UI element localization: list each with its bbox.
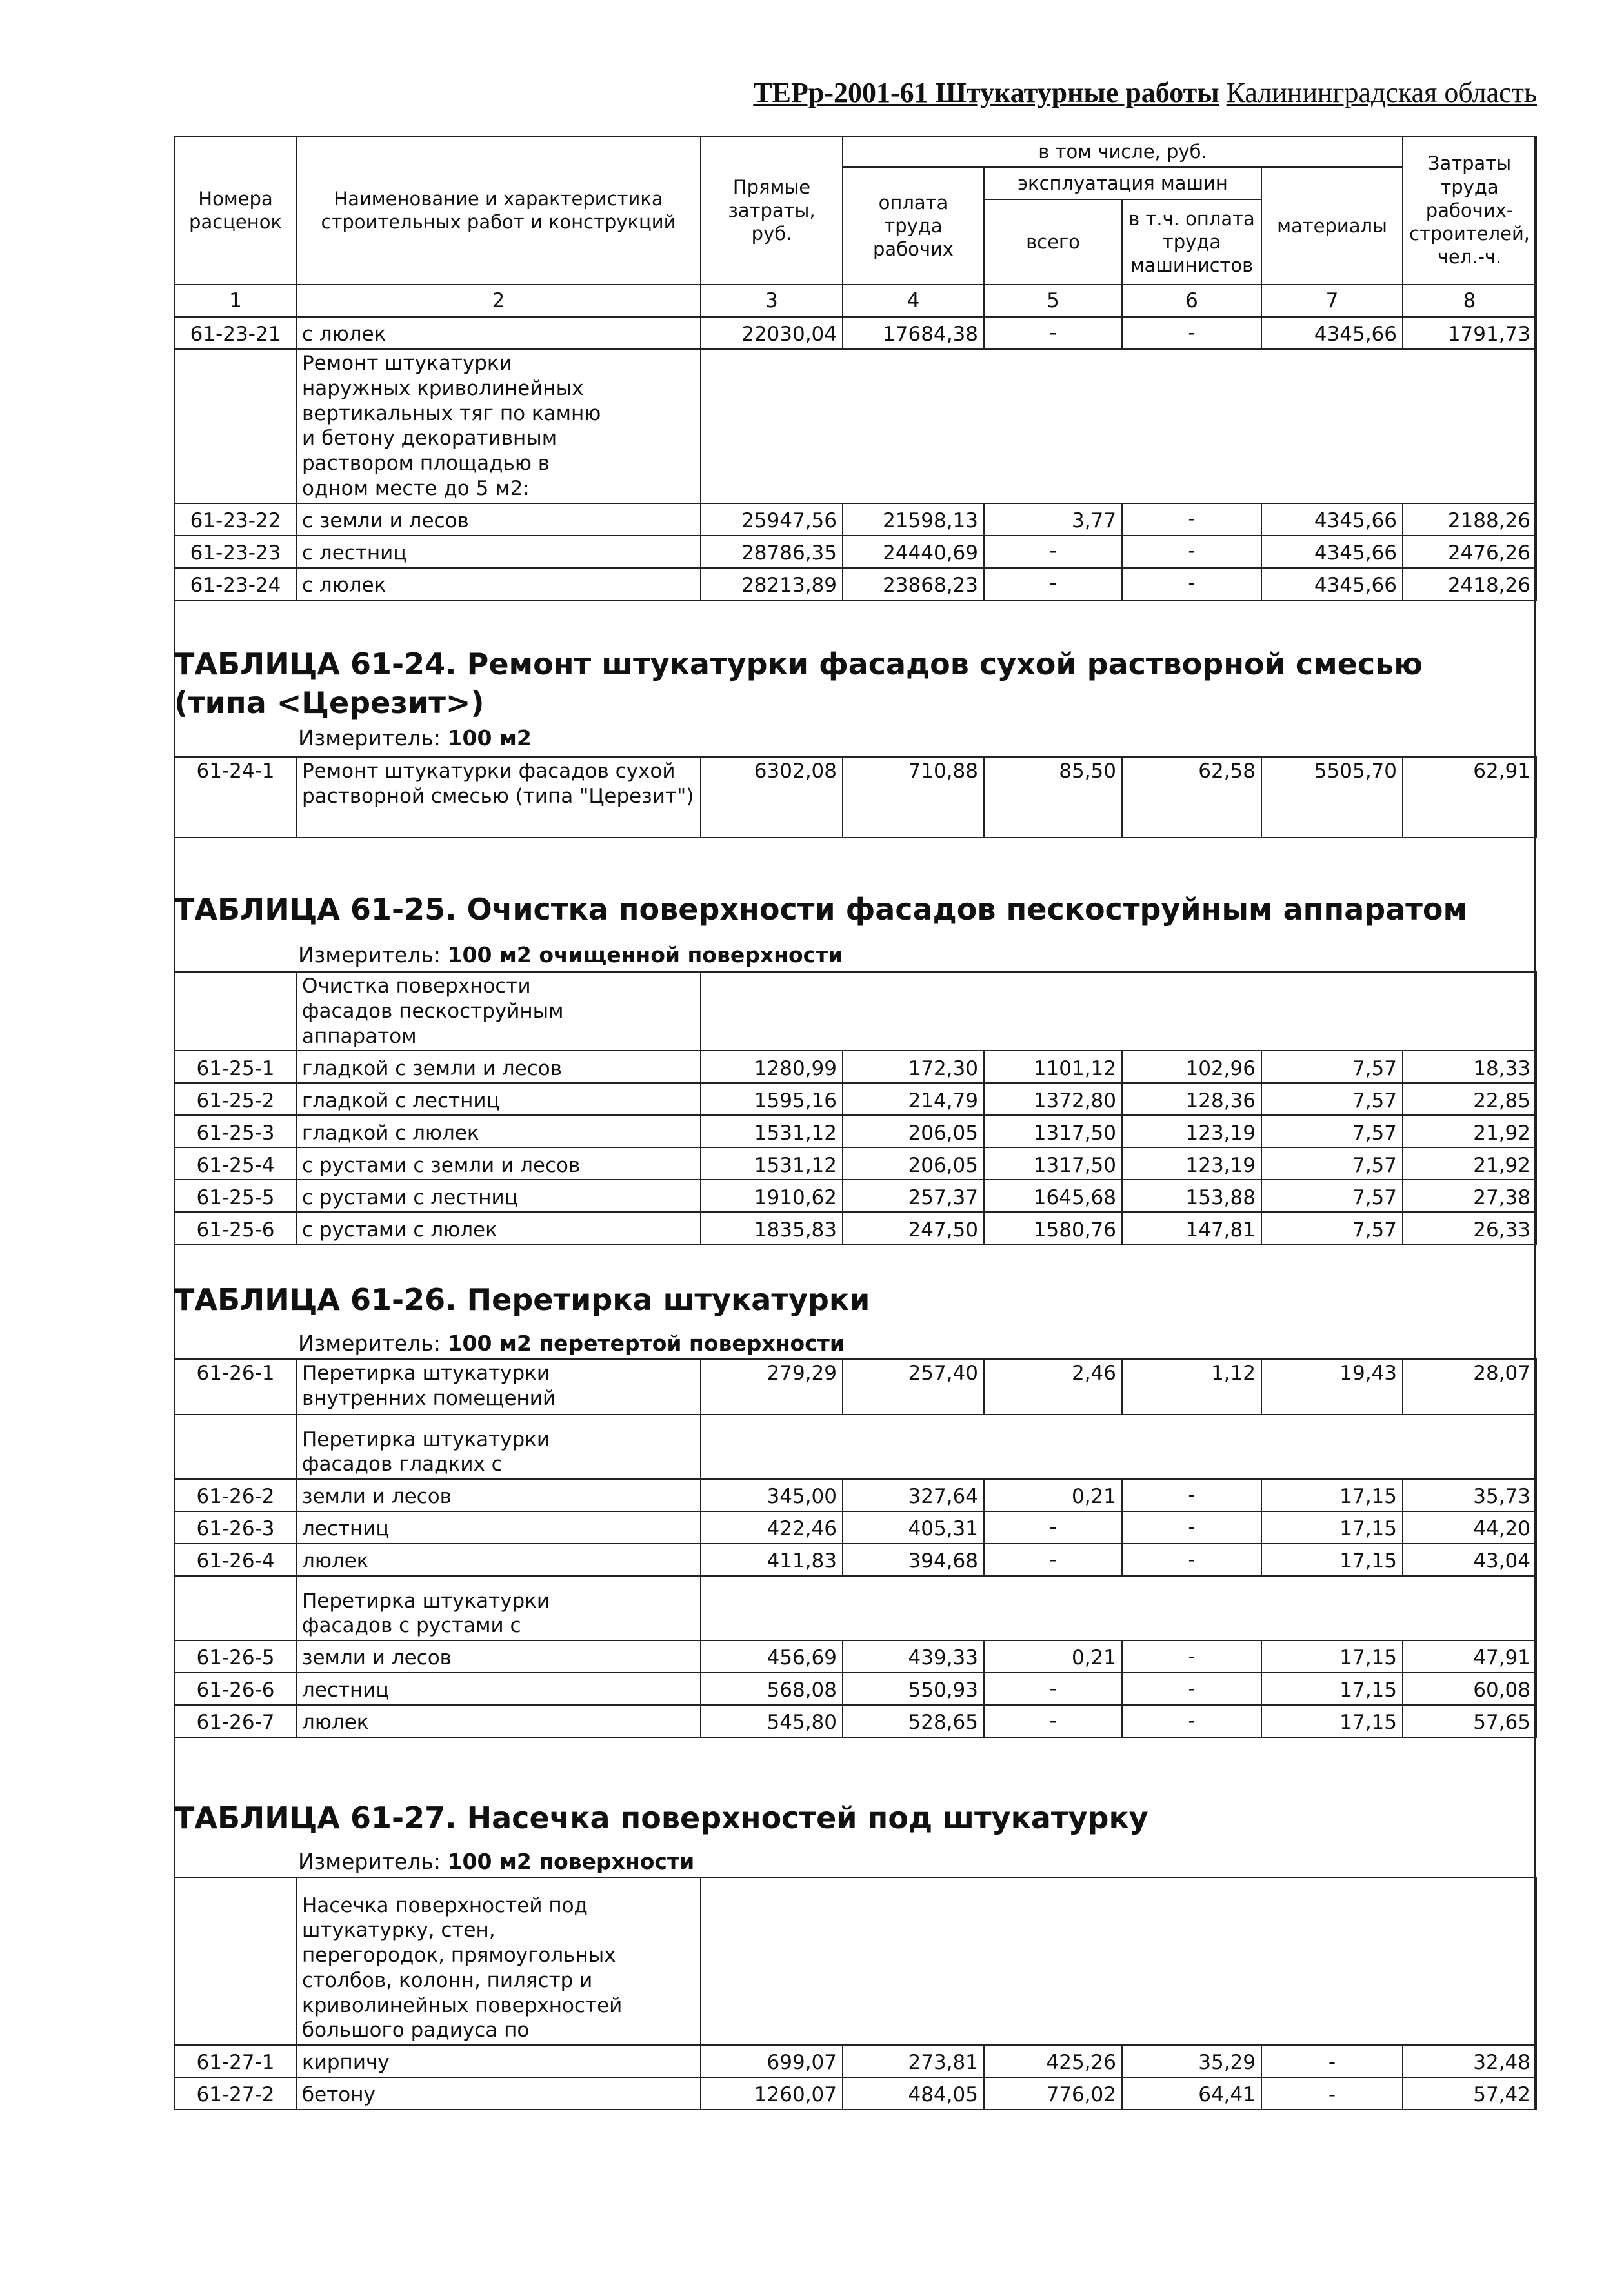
table-row (175, 536, 1536, 568)
rate-code: 61-26-5 (175, 1640, 296, 1673)
rate-code: 61-27-1 (175, 2045, 296, 2077)
work-name: лестниц (296, 1673, 701, 1705)
section-title-61-24: ТАБЛИЦА 61-24. Ремонт штукатурки фасадов сухой растворной смесью (типа <Церезит>) (174, 647, 1423, 720)
labor-hours: 60,08 (1403, 1673, 1536, 1705)
table-row (175, 1479, 1536, 1511)
unit-61-27 (298, 1849, 694, 1874)
labor-hours: 47,91 (1403, 1640, 1536, 1673)
labor-pay: 710,88 (843, 757, 984, 838)
rate-code: 61-25-5 (175, 1180, 296, 1212)
table-row (175, 568, 1536, 600)
col-num-8: 8 (1403, 285, 1536, 317)
labor-hours: 21,92 (1403, 1115, 1536, 1147)
direct-cost: 28786,35 (701, 536, 843, 568)
direct-cost: 1280,99 (701, 1051, 843, 1083)
col-num-3: 3 (701, 285, 843, 317)
rate-code: 61-25-1 (175, 1051, 296, 1083)
section-title-61-26: ТАБЛИЦА 61-26. Перетирка штукатурки (174, 1282, 870, 1317)
col-labor-pay-header: оплата труда рабочих (843, 167, 984, 285)
unit-label: Измеритель: (298, 725, 441, 751)
col-num-5: 5 (984, 285, 1122, 317)
rate-code: 61-25-6 (175, 1212, 296, 1244)
table-row (175, 1083, 1536, 1115)
materials: 4345,66 (1261, 503, 1403, 536)
unit-value: 100 м2 перетертой поверхности (447, 1331, 845, 1356)
work-name: бетону (296, 2077, 701, 2110)
work-name: земли и лесов (296, 1640, 701, 1673)
materials: 7,57 (1261, 1147, 1403, 1180)
labor-pay: 206,05 (843, 1147, 984, 1180)
group-text: Перетирка штукатурки фасадов с рустами с (296, 1576, 701, 1640)
rate-code: 61-26-2 (175, 1479, 296, 1511)
machine-labor: 128,36 (1122, 1083, 1261, 1115)
materials: 17,15 (1261, 1479, 1403, 1511)
materials: 7,57 (1261, 1180, 1403, 1212)
labor-hours: 22,85 (1403, 1083, 1536, 1115)
unit-61-26 (298, 1331, 845, 1356)
machine-total: - (984, 1705, 1122, 1737)
table-row (175, 1147, 1536, 1180)
machine-labor: - (1122, 1673, 1261, 1705)
machine-total: 85,50 (984, 757, 1122, 838)
table-row (175, 1180, 1536, 1212)
table-61-25 (174, 971, 1537, 1245)
machine-total: 425,26 (984, 2045, 1122, 2077)
labor-pay: 21598,13 (843, 503, 984, 536)
direct-cost: 1595,16 (701, 1083, 843, 1115)
labor-pay: 550,93 (843, 1673, 984, 1705)
machine-labor: - (1122, 1640, 1261, 1673)
machine-labor: - (1122, 317, 1261, 349)
materials: 7,57 (1261, 1212, 1403, 1244)
labor-hours: 57,65 (1403, 1705, 1536, 1737)
labor-pay: 273,81 (843, 2045, 984, 2077)
machine-labor: - (1122, 1511, 1261, 1544)
work-name: с люлек (296, 317, 701, 349)
work-name: люлек (296, 1705, 701, 1737)
direct-cost: 279,29 (701, 1359, 843, 1415)
work-name: лестниц (296, 1511, 701, 1544)
unit-61-24 (298, 725, 532, 751)
work-name: с рустами с земли и лесов (296, 1147, 701, 1180)
table-row (175, 317, 1536, 349)
materials: 17,15 (1261, 1640, 1403, 1673)
group-text: Ремонт штукатурки наружных криволинейных вертикальных тяг по камню и бетону декоративным раствором площадью в одном месте до 5 м2: (296, 349, 701, 503)
labor-hours: 2418,26 (1403, 568, 1536, 600)
section-title-61-25: ТАБЛИЦА 61-25. Очистка поверхности фасадов пескоструйным аппаратом (174, 892, 1468, 927)
labor-pay: 206,05 (843, 1115, 984, 1147)
machine-total: 3,77 (984, 503, 1122, 536)
machine-total: 776,02 (984, 2077, 1122, 2110)
machine-labor: - (1122, 1544, 1261, 1576)
col-labor-cost-header: Затраты труда рабочих-строителей, чел.-ч. (1403, 136, 1536, 285)
group-row (175, 349, 1536, 503)
table-row (175, 1212, 1536, 1244)
rate-code: 61-27-2 (175, 2077, 296, 2110)
col-num-4: 4 (843, 285, 984, 317)
table-row (175, 1511, 1536, 1544)
col-num-6: 6 (1122, 285, 1261, 317)
col-incl-header: в том числе, руб. (843, 136, 1403, 167)
machine-total: - (984, 1673, 1122, 1705)
group-row (175, 1415, 1536, 1479)
direct-cost: 699,07 (701, 2045, 843, 2077)
work-name: Ремонт штукатурки фасадов сухой растворной смесью (типа "Церезит") (296, 757, 701, 838)
machine-total: - (984, 568, 1122, 600)
unit-value: 100 м2 (447, 725, 532, 751)
materials: 17,15 (1261, 1673, 1403, 1705)
page-header (753, 76, 1537, 109)
direct-cost: 1531,12 (701, 1147, 843, 1180)
machine-total: - (984, 1544, 1122, 1576)
machine-total: 1580,76 (984, 1212, 1122, 1244)
work-name: земли и лесов (296, 1479, 701, 1511)
labor-hours: 21,92 (1403, 1147, 1536, 1180)
group-text: Перетирка штукатурки фасадов гладких с (296, 1415, 701, 1479)
labor-hours: 2188,26 (1403, 503, 1536, 536)
rate-code: 61-26-3 (175, 1511, 296, 1544)
labor-pay: 17684,38 (843, 317, 984, 349)
labor-hours: 44,20 (1403, 1511, 1536, 1544)
col-machine-total-header: всего (984, 199, 1122, 285)
col-materials-header: материалы (1261, 167, 1403, 285)
labor-pay: 257,40 (843, 1359, 984, 1415)
table-row (175, 2077, 1536, 2110)
table-row (175, 503, 1536, 536)
materials: - (1261, 2045, 1403, 2077)
unit-value: 100 м2 очищенной поверхности (447, 942, 843, 967)
direct-cost: 25947,56 (701, 503, 843, 536)
machine-labor: 64,41 (1122, 2077, 1261, 2110)
work-name: гладкой с лестниц (296, 1083, 701, 1115)
labor-pay: 23868,23 (843, 568, 984, 600)
labor-pay: 172,30 (843, 1051, 984, 1083)
rate-code: 61-23-23 (175, 536, 296, 568)
machine-total: 2,46 (984, 1359, 1122, 1415)
unit-label: Измеритель: (298, 1849, 441, 1874)
labor-hours: 57,42 (1403, 2077, 1536, 2110)
labor-pay: 327,64 (843, 1479, 984, 1511)
work-name: с земли и лесов (296, 503, 701, 536)
direct-cost: 6302,08 (701, 757, 843, 838)
work-name: с рустами с люлек (296, 1212, 701, 1244)
work-name: люлек (296, 1544, 701, 1576)
table-row (175, 1051, 1536, 1083)
group-text: Насечка поверхностей под штукатурку, стен, перегородок, прямоугольных столбов, колонн, пилястр и криволинейных поверхностей большого радиуса по (296, 1877, 701, 2045)
unit-label: Измеритель: (298, 1331, 441, 1356)
col-direct-header: Прямые затраты, руб. (701, 136, 843, 285)
materials: 7,57 (1261, 1115, 1403, 1147)
machine-total: - (984, 536, 1122, 568)
labor-hours: 2476,26 (1403, 536, 1536, 568)
rate-code: 61-25-3 (175, 1115, 296, 1147)
labor-hours: 35,73 (1403, 1479, 1536, 1511)
col-machine-labor-header: в т.ч. оплата труда машинистов (1122, 199, 1261, 285)
machine-labor: 62,58 (1122, 757, 1261, 838)
table-row (175, 1705, 1536, 1737)
direct-cost: 456,69 (701, 1640, 843, 1673)
rate-code: 61-26-6 (175, 1673, 296, 1705)
machine-total: 1101,12 (984, 1051, 1122, 1083)
labor-hours: 26,33 (1403, 1212, 1536, 1244)
machine-labor: 102,96 (1122, 1051, 1261, 1083)
machine-total: 1372,80 (984, 1083, 1122, 1115)
labor-pay: 257,37 (843, 1180, 984, 1212)
machine-total: 0,21 (984, 1640, 1122, 1673)
direct-cost: 1835,83 (701, 1212, 843, 1244)
table-61-27 (174, 1877, 1537, 2110)
labor-pay: 439,33 (843, 1640, 984, 1673)
materials: 17,15 (1261, 1705, 1403, 1737)
table-row (175, 1640, 1536, 1673)
labor-hours: 43,04 (1403, 1544, 1536, 1576)
labor-hours: 18,33 (1403, 1051, 1536, 1083)
rate-code: 61-25-4 (175, 1147, 296, 1180)
table-61-24 (174, 756, 1537, 838)
work-name: Перетирка штукатурки внутренних помещений (296, 1359, 701, 1415)
section-title-61-27: ТАБЛИЦА 61-27. Насечка поверхностей под штукатурку (174, 1800, 1148, 1835)
direct-cost: 545,80 (701, 1705, 843, 1737)
materials: 7,57 (1261, 1051, 1403, 1083)
rate-code: 61-23-24 (175, 568, 296, 600)
work-name: гладкой с земли и лесов (296, 1051, 701, 1083)
direct-cost: 1910,62 (701, 1180, 843, 1212)
col-name-header: Наименование и характеристика строительных работ и конструкций (296, 136, 701, 285)
machine-total: 1317,50 (984, 1147, 1122, 1180)
unit-61-25 (298, 942, 843, 967)
machine-labor: - (1122, 1479, 1261, 1511)
machine-labor: 153,88 (1122, 1180, 1261, 1212)
rate-code: 61-23-22 (175, 503, 296, 536)
labor-pay: 405,31 (843, 1511, 984, 1544)
labor-hours: 62,91 (1403, 757, 1536, 838)
direct-cost: 1260,07 (701, 2077, 843, 2110)
labor-pay: 528,65 (843, 1705, 984, 1737)
machine-total: - (984, 1511, 1122, 1544)
table-row (175, 1115, 1536, 1147)
materials: 17,15 (1261, 1511, 1403, 1544)
machine-total: 1645,68 (984, 1180, 1122, 1212)
machine-labor: - (1122, 536, 1261, 568)
work-name: с лестниц (296, 536, 701, 568)
col-number-header: Номера расценок (175, 136, 296, 285)
machine-labor: 123,19 (1122, 1147, 1261, 1180)
table-row (175, 1544, 1536, 1576)
machine-total: 1317,50 (984, 1115, 1122, 1147)
materials: 5505,70 (1261, 757, 1403, 838)
machine-labor: 147,81 (1122, 1212, 1261, 1244)
table-row (175, 2045, 1536, 2077)
materials: 4345,66 (1261, 568, 1403, 600)
unit-value: 100 м2 поверхности (447, 1849, 695, 1874)
col-num-1: 1 (175, 285, 296, 317)
materials: 4345,66 (1261, 317, 1403, 349)
work-name: кирпичу (296, 2045, 701, 2077)
materials: 19,43 (1261, 1359, 1403, 1415)
labor-pay: 484,05 (843, 2077, 984, 2110)
rate-code: 61-23-21 (175, 317, 296, 349)
direct-cost: 568,08 (701, 1673, 843, 1705)
labor-hours: 28,07 (1403, 1359, 1536, 1415)
work-name: с люлек (296, 568, 701, 600)
region-name: Калининградская область (1226, 77, 1537, 108)
rate-code: 61-26-7 (175, 1705, 296, 1737)
machine-labor: - (1122, 568, 1261, 600)
materials: 4345,66 (1261, 536, 1403, 568)
work-name: гладкой с люлек (296, 1115, 701, 1147)
machine-labor: 1,12 (1122, 1359, 1261, 1415)
group-row (175, 1576, 1536, 1640)
work-name: с рустами с лестниц (296, 1180, 701, 1212)
rate-code: 61-26-1 (175, 1359, 296, 1415)
materials: - (1261, 2077, 1403, 2110)
labor-hours: 27,38 (1403, 1180, 1536, 1212)
unit-label: Измеритель: (298, 942, 441, 967)
col-machine-header: эксплуатация машин (984, 167, 1261, 199)
machine-labor: - (1122, 1705, 1261, 1737)
machine-total: - (984, 317, 1122, 349)
group-row (175, 1877, 1536, 2045)
table-61-26 (174, 1358, 1537, 1738)
table-row (175, 1359, 1536, 1415)
materials: 17,15 (1261, 1544, 1403, 1576)
table-row (175, 1673, 1536, 1705)
labor-hours: 32,48 (1403, 2045, 1536, 2077)
table-row (175, 757, 1536, 838)
labor-pay: 24440,69 (843, 536, 984, 568)
document-code-title: ТЕРр-2001-61 Штукатурные работы (753, 77, 1219, 108)
labor-pay: 247,50 (843, 1212, 984, 1244)
col-num-7: 7 (1261, 285, 1403, 317)
rate-code: 61-26-4 (175, 1544, 296, 1576)
direct-cost: 411,83 (701, 1544, 843, 1576)
header-table (174, 136, 1537, 601)
machine-labor: 35,29 (1122, 2045, 1261, 2077)
rate-code: 61-25-2 (175, 1083, 296, 1115)
group-text: Очистка поверхности фасадов пескоструйным аппаратом (296, 972, 701, 1051)
col-num-2: 2 (296, 285, 701, 317)
labor-hours: 1791,73 (1403, 317, 1536, 349)
direct-cost: 28213,89 (701, 568, 843, 600)
direct-cost: 345,00 (701, 1479, 843, 1511)
direct-cost: 1531,12 (701, 1115, 843, 1147)
rate-code: 61-24-1 (175, 757, 296, 838)
direct-cost: 22030,04 (701, 317, 843, 349)
machine-total: 0,21 (984, 1479, 1122, 1511)
labor-pay: 214,79 (843, 1083, 984, 1115)
materials: 7,57 (1261, 1083, 1403, 1115)
group-row (175, 972, 1536, 1051)
labor-pay: 394,68 (843, 1544, 984, 1576)
machine-labor: - (1122, 503, 1261, 536)
machine-labor: 123,19 (1122, 1115, 1261, 1147)
direct-cost: 422,46 (701, 1511, 843, 1544)
